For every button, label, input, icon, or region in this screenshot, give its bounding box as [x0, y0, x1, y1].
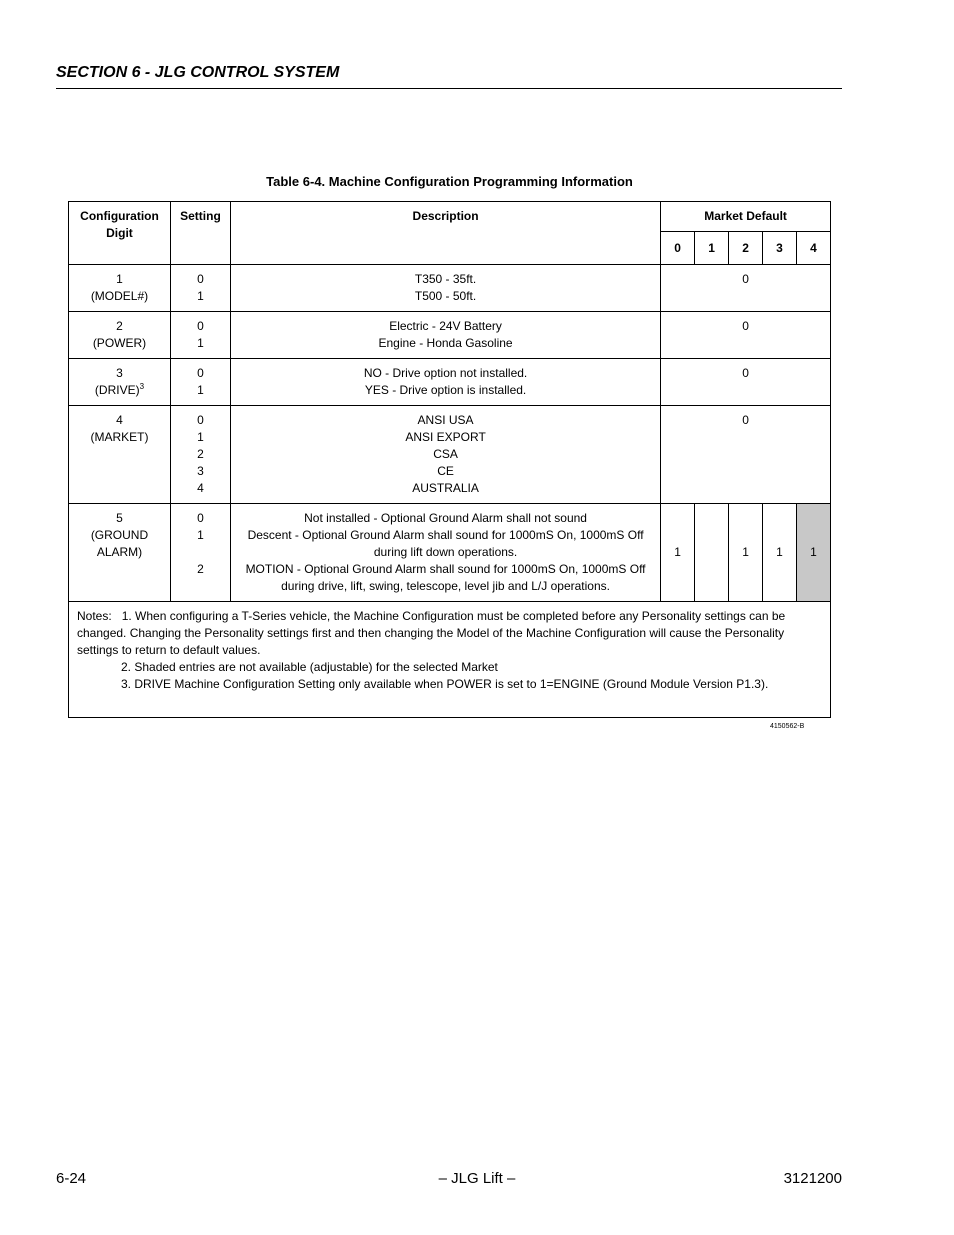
config-digit-cell	[69, 406, 171, 504]
description-cell	[230, 312, 660, 359]
notes-row	[69, 602, 831, 718]
section-header: SECTION 6 - JLG CONTROL SYSTEM	[56, 64, 842, 89]
description-line: CSA	[433, 447, 458, 461]
market-2-value: 1	[729, 504, 763, 602]
setting-cell	[170, 265, 230, 312]
description-line: Descent - Optional Ground Alarm shall sound for 1000mS On, 1000mS Off during lift down operations.	[247, 528, 644, 559]
digit-name: ALARM)	[96, 545, 143, 559]
description-cell	[230, 504, 660, 602]
notes-cell	[69, 602, 831, 718]
table-title: Table 6-4. Machine Configuration Programming Information	[266, 174, 633, 189]
setting-cell	[170, 312, 230, 359]
config-digit-cell	[69, 312, 171, 359]
setting-value: 0	[197, 413, 204, 427]
description-line: CE	[437, 464, 454, 478]
setting-cell	[170, 406, 230, 504]
header-setting: Setting	[170, 202, 230, 265]
header-market-default: Market Default	[661, 202, 831, 232]
setting-value: 2	[197, 447, 204, 461]
header-market-1: 1	[695, 232, 729, 265]
table-row	[69, 359, 831, 406]
footnote-ref: 3	[139, 382, 145, 391]
page-number: 6-24	[56, 1170, 87, 1187]
description-line: T350 - 35ft.	[414, 272, 477, 286]
setting-value: 1	[197, 430, 204, 444]
header-description: Description	[230, 202, 660, 265]
digit-number: 1	[116, 272, 123, 286]
note-2: 2. Shaded entries are not available (adjustable) for the selected Market	[121, 660, 498, 674]
config-digit-cell	[69, 359, 171, 406]
setting-value: 0	[197, 319, 204, 333]
digit-number: 4	[116, 413, 123, 427]
digit-number: 3	[116, 366, 123, 380]
market-default-cell: 0	[661, 265, 831, 312]
description-line: ANSI EXPORT	[405, 430, 486, 444]
note-3: 3. DRIVE Machine Configuration Setting only available when POWER is set to 1=ENGINE (Ground Module Version P1.3).	[121, 677, 769, 691]
header-market-4: 4	[796, 232, 830, 265]
description-line: Not installed - Optional Ground Alarm shall not sound	[304, 511, 587, 525]
setting-value: 0	[197, 366, 204, 380]
market-0-value: 1	[661, 504, 695, 602]
note-text: 1. When configuring a T-Series vehicle, the Machine Configuration must be completed before any Personality settings can be changed. Changing the Personality settings first and then changing the Model of the Machine Configuration will cause the Personality settings to return to default values.	[77, 609, 786, 657]
configuration-table	[68, 201, 831, 718]
setting-value: 1	[197, 336, 204, 350]
digit-name: (POWER)	[92, 336, 147, 350]
market-default-cell: 0	[661, 312, 831, 359]
description-line: AUSTRALIA	[412, 481, 479, 495]
table-row	[69, 504, 831, 602]
setting-value: 4	[197, 481, 204, 495]
drawing-number: 4150562-B	[770, 723, 805, 730]
header-config-digit: Configuration Digit	[69, 202, 171, 265]
market-3-value: 1	[763, 504, 797, 602]
description-line: MOTION - Optional Ground Alarm shall sound for 1000mS On, 1000mS Off during drive, lift, swing, telescope, level jib and L/J operations.	[245, 562, 646, 593]
header-market-2: 2	[729, 232, 763, 265]
document-number: 3121200	[783, 1170, 842, 1187]
digit-name: (GROUND	[90, 528, 149, 542]
setting-value: 0	[197, 272, 204, 286]
header-market-0: 0	[661, 232, 695, 265]
market-1-value	[695, 504, 729, 602]
setting-cell	[170, 504, 230, 602]
digit-number: 5	[116, 511, 123, 525]
description-line: Electric - 24V Battery	[389, 319, 502, 333]
setting-cell	[170, 359, 230, 406]
table-row	[69, 406, 831, 504]
table-row	[69, 265, 831, 312]
setting-value: 1	[197, 289, 204, 303]
description-cell	[230, 406, 660, 504]
description-line: ANSI USA	[417, 413, 474, 427]
digit-number: 2	[116, 319, 123, 333]
market-default-cell: 0	[661, 406, 831, 504]
digit-name: (DRIVE)	[94, 383, 140, 397]
setting-value: 2	[197, 562, 204, 576]
description-line: YES - Drive option is installed.	[364, 383, 527, 397]
config-digit-cell	[69, 504, 171, 602]
notes-label: Notes:	[77, 609, 112, 623]
description-cell	[230, 265, 660, 312]
setting-value: 1	[197, 528, 204, 542]
description-cell	[230, 359, 660, 406]
market-4-value-shaded: 1	[796, 504, 830, 602]
setting-value: 3	[197, 464, 204, 478]
digit-name: (MODEL#)	[90, 289, 149, 303]
description-line: T500 - 50ft.	[414, 289, 477, 303]
setting-value: 0	[197, 511, 204, 525]
market-default-cell: 0	[661, 359, 831, 406]
config-digit-cell	[69, 265, 171, 312]
note-1	[77, 608, 822, 659]
description-line: Engine - Honda Gasoline	[378, 336, 513, 350]
digit-name: (MARKET)	[90, 430, 149, 444]
setting-value: 1	[197, 383, 204, 397]
header-market-3: 3	[763, 232, 797, 265]
table-row	[69, 312, 831, 359]
description-line: NO - Drive option not installed.	[363, 366, 528, 380]
footer-center: – JLG Lift –	[438, 1170, 516, 1187]
